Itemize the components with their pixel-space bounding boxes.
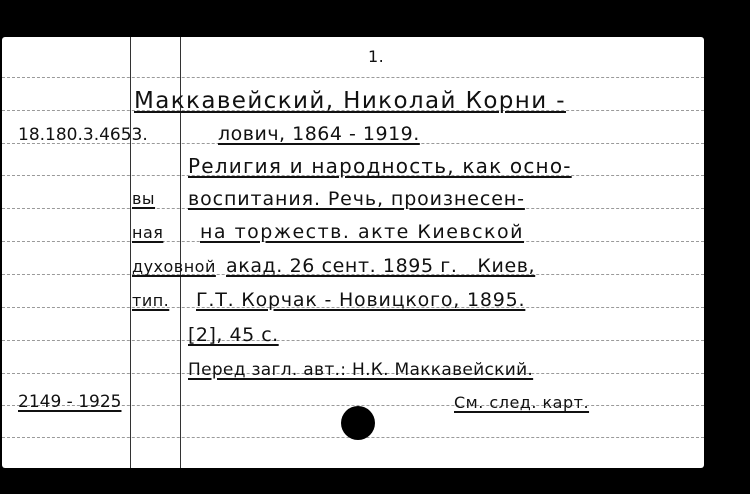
ruled-line <box>2 77 704 78</box>
author-dates: лович, 1864 - 1919. <box>218 123 420 145</box>
ruled-line <box>2 340 704 341</box>
line-prefix: тип. <box>132 291 170 310</box>
punch-hole <box>341 406 375 440</box>
title-line: Религия и народность, как осно- <box>188 154 572 178</box>
imprint-line: Г.Т. Корчак - Новицкого, 1895. <box>196 289 526 311</box>
shelfmark: 18.180.3.4653. <box>18 125 148 145</box>
card-number: 1. <box>368 47 385 66</box>
line-prefix: ная <box>132 223 164 242</box>
line-prefix: духовной <box>132 257 216 276</box>
author-heading: Маккавейский, Николай Корни - <box>134 88 566 114</box>
title-line: на торжеств. акте Киевской <box>200 221 524 243</box>
continuation-note: См. след. карт. <box>454 393 590 412</box>
collation-line: [2], 45 с. <box>188 324 279 346</box>
line-prefix: вы <box>132 189 156 208</box>
margin-line <box>130 37 131 468</box>
title-line: воспитания. Речь, произнесен- <box>188 188 525 210</box>
inventory-number: 2149 - 1925 <box>18 392 122 412</box>
catalog-card <box>2 37 704 468</box>
imprint-line: акад. 26 сент. 1895 г. Киев, <box>226 255 536 277</box>
note-line: Перед загл. авт.: Н.К. Маккавейский. <box>188 360 534 380</box>
